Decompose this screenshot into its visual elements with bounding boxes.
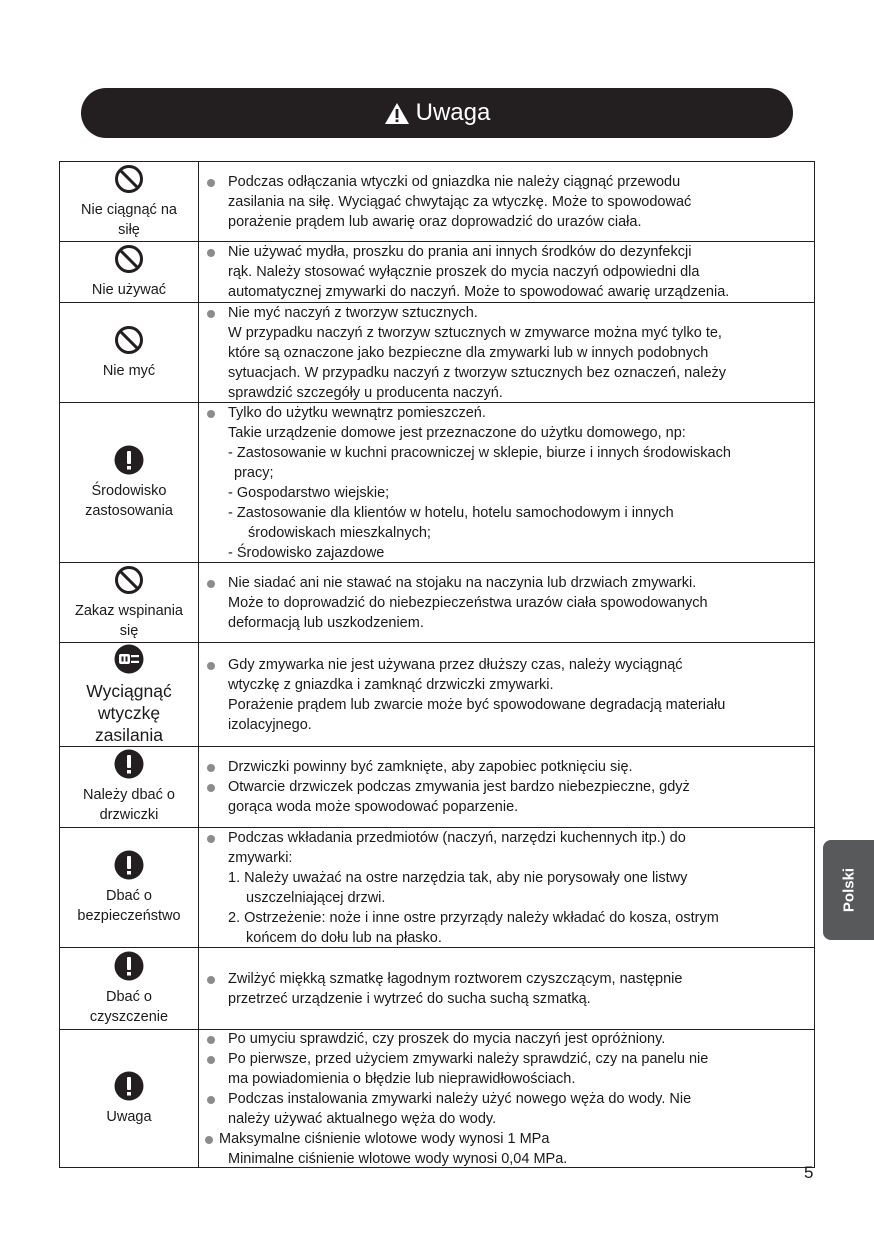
- row-text-cell: [199, 303, 814, 402]
- row-text-cell: [199, 563, 814, 642]
- exclamation-icon: [114, 951, 144, 981]
- bullet-text: Gdy zmywarka nie jest używana przez dłuższy czas, należy wyciągnąć wtyczkę z gniazdka i zamknąć drzwiczki zmywarki. Porażenie prądem lub zwarcie może być spowodowane degradacją materiału izolacyjnego.: [205, 655, 810, 735]
- row-label: Nie ciągnąć na siłę: [81, 201, 177, 238]
- row-text-cell: [199, 403, 814, 562]
- bullet-text: Maksymalne ciśnienie wlotowe wody wynosi 1 MPa Minimalne ciśnienie wlotowe wody wynosi 0,04 MPa.: [205, 1129, 810, 1169]
- warning-triangle-icon: [384, 102, 410, 125]
- bullet-text: Po umyciu sprawdzić, czy proszek do mycia naczyń jest opróżniony.: [205, 1029, 810, 1049]
- row-label-cell: [60, 828, 199, 947]
- bullet-text: Drzwiczki powinny być zamknięte, aby zapobiec potknięciu się.: [205, 757, 810, 777]
- row-text-cell: [199, 162, 814, 241]
- row-label: Uwaga: [106, 1108, 152, 1125]
- row-label: Dbać o czyszczenie: [89, 988, 169, 1025]
- bullet-text: Nie używać mydła, proszku do prania ani innych środków do dezynfekcji rąk. Należy stosować wyłącznie proszek do mycia naczyń odpowiedni dla automatycznej zmywarki do naczyń. Może to spowodować awarię urządzenia.: [205, 242, 810, 302]
- row-label-cell: [60, 162, 199, 241]
- row-label-cell: [60, 563, 199, 642]
- row-label-cell: [60, 643, 199, 746]
- page-title: Uwaga: [415, 99, 491, 126]
- row-label: Nie myć: [102, 362, 156, 379]
- row-label: Zakaz wspinania się: [75, 602, 183, 639]
- prohibition-icon: [114, 325, 144, 355]
- row-label-cell: [60, 1030, 199, 1167]
- prohibition-icon: [114, 164, 144, 194]
- row-label-cell: [60, 747, 199, 827]
- table-row: [60, 1029, 814, 1167]
- language-tab[interactable]: [823, 840, 874, 940]
- row-text-cell: [199, 643, 814, 746]
- table-row: [60, 947, 814, 1029]
- table-row: [60, 402, 814, 562]
- row-label-cell: [60, 403, 199, 562]
- row-text-cell: [199, 747, 814, 827]
- exclamation-icon: [114, 1071, 144, 1101]
- table-row: [60, 562, 814, 642]
- bullet-text: Podczas wkładania przedmiotów (naczyń, narzędzi kuchennych itp.) do zmywarki: 1. Należy uważać na ostre narzędzia tak, aby nie porysowały one listwy uszczelniającej drzwi. 2. Ostrzeżenie: noże i inne ostre przyrządy należy wkładać do kosza, ostrym końcem do dołu lub na płasko.: [205, 828, 810, 948]
- row-text-cell: [199, 1030, 814, 1167]
- table-row: [60, 241, 814, 302]
- row-label: Należy dbać o drzwiczki: [83, 787, 175, 823]
- unplug-icon: [114, 644, 144, 674]
- row-label: Dbać o bezpieczeństwo: [77, 887, 181, 924]
- page-number: 5: [804, 1163, 814, 1182]
- bullet-text: Podczas odłączania wtyczki od gniazdka nie należy ciągnąć przewodu zasilania na siłę. Wyciągać chwytając za wtyczkę. Może to spowodować porażenie prądem lub awarię oraz doprowadzić do urazów ciała.: [205, 172, 810, 232]
- table-row: [60, 642, 814, 746]
- bullet-text: Podczas instalowania zmywarki należy użyć nowego węża do wody. Nie należy używać aktualnego węża do wody.: [205, 1089, 810, 1129]
- table-row: [60, 827, 814, 947]
- row-text-cell: [199, 828, 814, 947]
- row-label: Środowisko zastosowania: [85, 482, 173, 519]
- row-label: Wyciągnąć wtyczkę zasilania: [86, 680, 172, 745]
- bullet-text: Tylko do użytku wewnątrz pomieszczeń. Takie urządzenie domowe jest przeznaczone do użytku domowego, np: - Zastosowanie w kuchni pracowniczej w sklepie, biurze i innych środowiskach pracy; - Gospodarstwo wiejskie; - Zastosowanie dla klientów w hotelu, hotelu samochodowym i innych środowiskach mieszkalnych; - Środowisko zajazdowe: [205, 403, 810, 563]
- exclamation-icon: [114, 749, 144, 779]
- exclamation-icon: [114, 445, 144, 475]
- table-row: [60, 162, 814, 241]
- bullet-text: Po pierwsze, przed użyciem zmywarki należy sprawdzić, czy na panelu nie ma powiadomienia o błędzie lub nieprawidłowościach.: [205, 1049, 810, 1089]
- exclamation-icon: [114, 850, 144, 880]
- table-row: [60, 746, 814, 827]
- row-label: Nie używać: [91, 282, 167, 298]
- warning-table: [59, 161, 815, 1168]
- bullet-text: Zwilżyć miękką szmatkę łagodnym roztworem czyszczącym, następnie przetrzeć urządzenie i wytrzeć do sucha suchą szmatką.: [205, 969, 810, 1009]
- table-row: [60, 302, 814, 402]
- row-label-cell: [60, 242, 199, 302]
- prohibition-icon: [114, 244, 144, 274]
- warning-banner: [81, 88, 793, 138]
- prohibition-icon: [114, 565, 144, 595]
- row-text-cell: [199, 948, 814, 1029]
- row-text-cell: [199, 242, 814, 302]
- row-label-cell: [60, 303, 199, 402]
- bullet-text: Nie myć naczyń z tworzyw sztucznych. W przypadku naczyń z tworzyw sztucznych w zmywarce można myć tylko te, które są oznaczone jako bezpieczne dla zmywarki lub w innych podobnych sytuacjach. W przypadku naczyń z tworzyw sztucznych bez oznaczeń, należy sprawdzić szczegóły u producenta naczyń.: [205, 303, 810, 403]
- bullet-text: Otwarcie drzwiczek podczas zmywania jest bardzo niebezpieczne, gdyż gorąca woda może spowodować poparzenie.: [205, 777, 810, 817]
- language-tab-label: Polski: [840, 867, 857, 913]
- bullet-text: Nie siadać ani nie stawać na stojaku na naczynia lub drzwiach zmywarki. Może to doprowadzić do niebezpieczeństwa urazów ciała spowodowanych deformacją lub uszkodzeniem.: [205, 573, 810, 633]
- row-label-cell: [60, 948, 199, 1029]
